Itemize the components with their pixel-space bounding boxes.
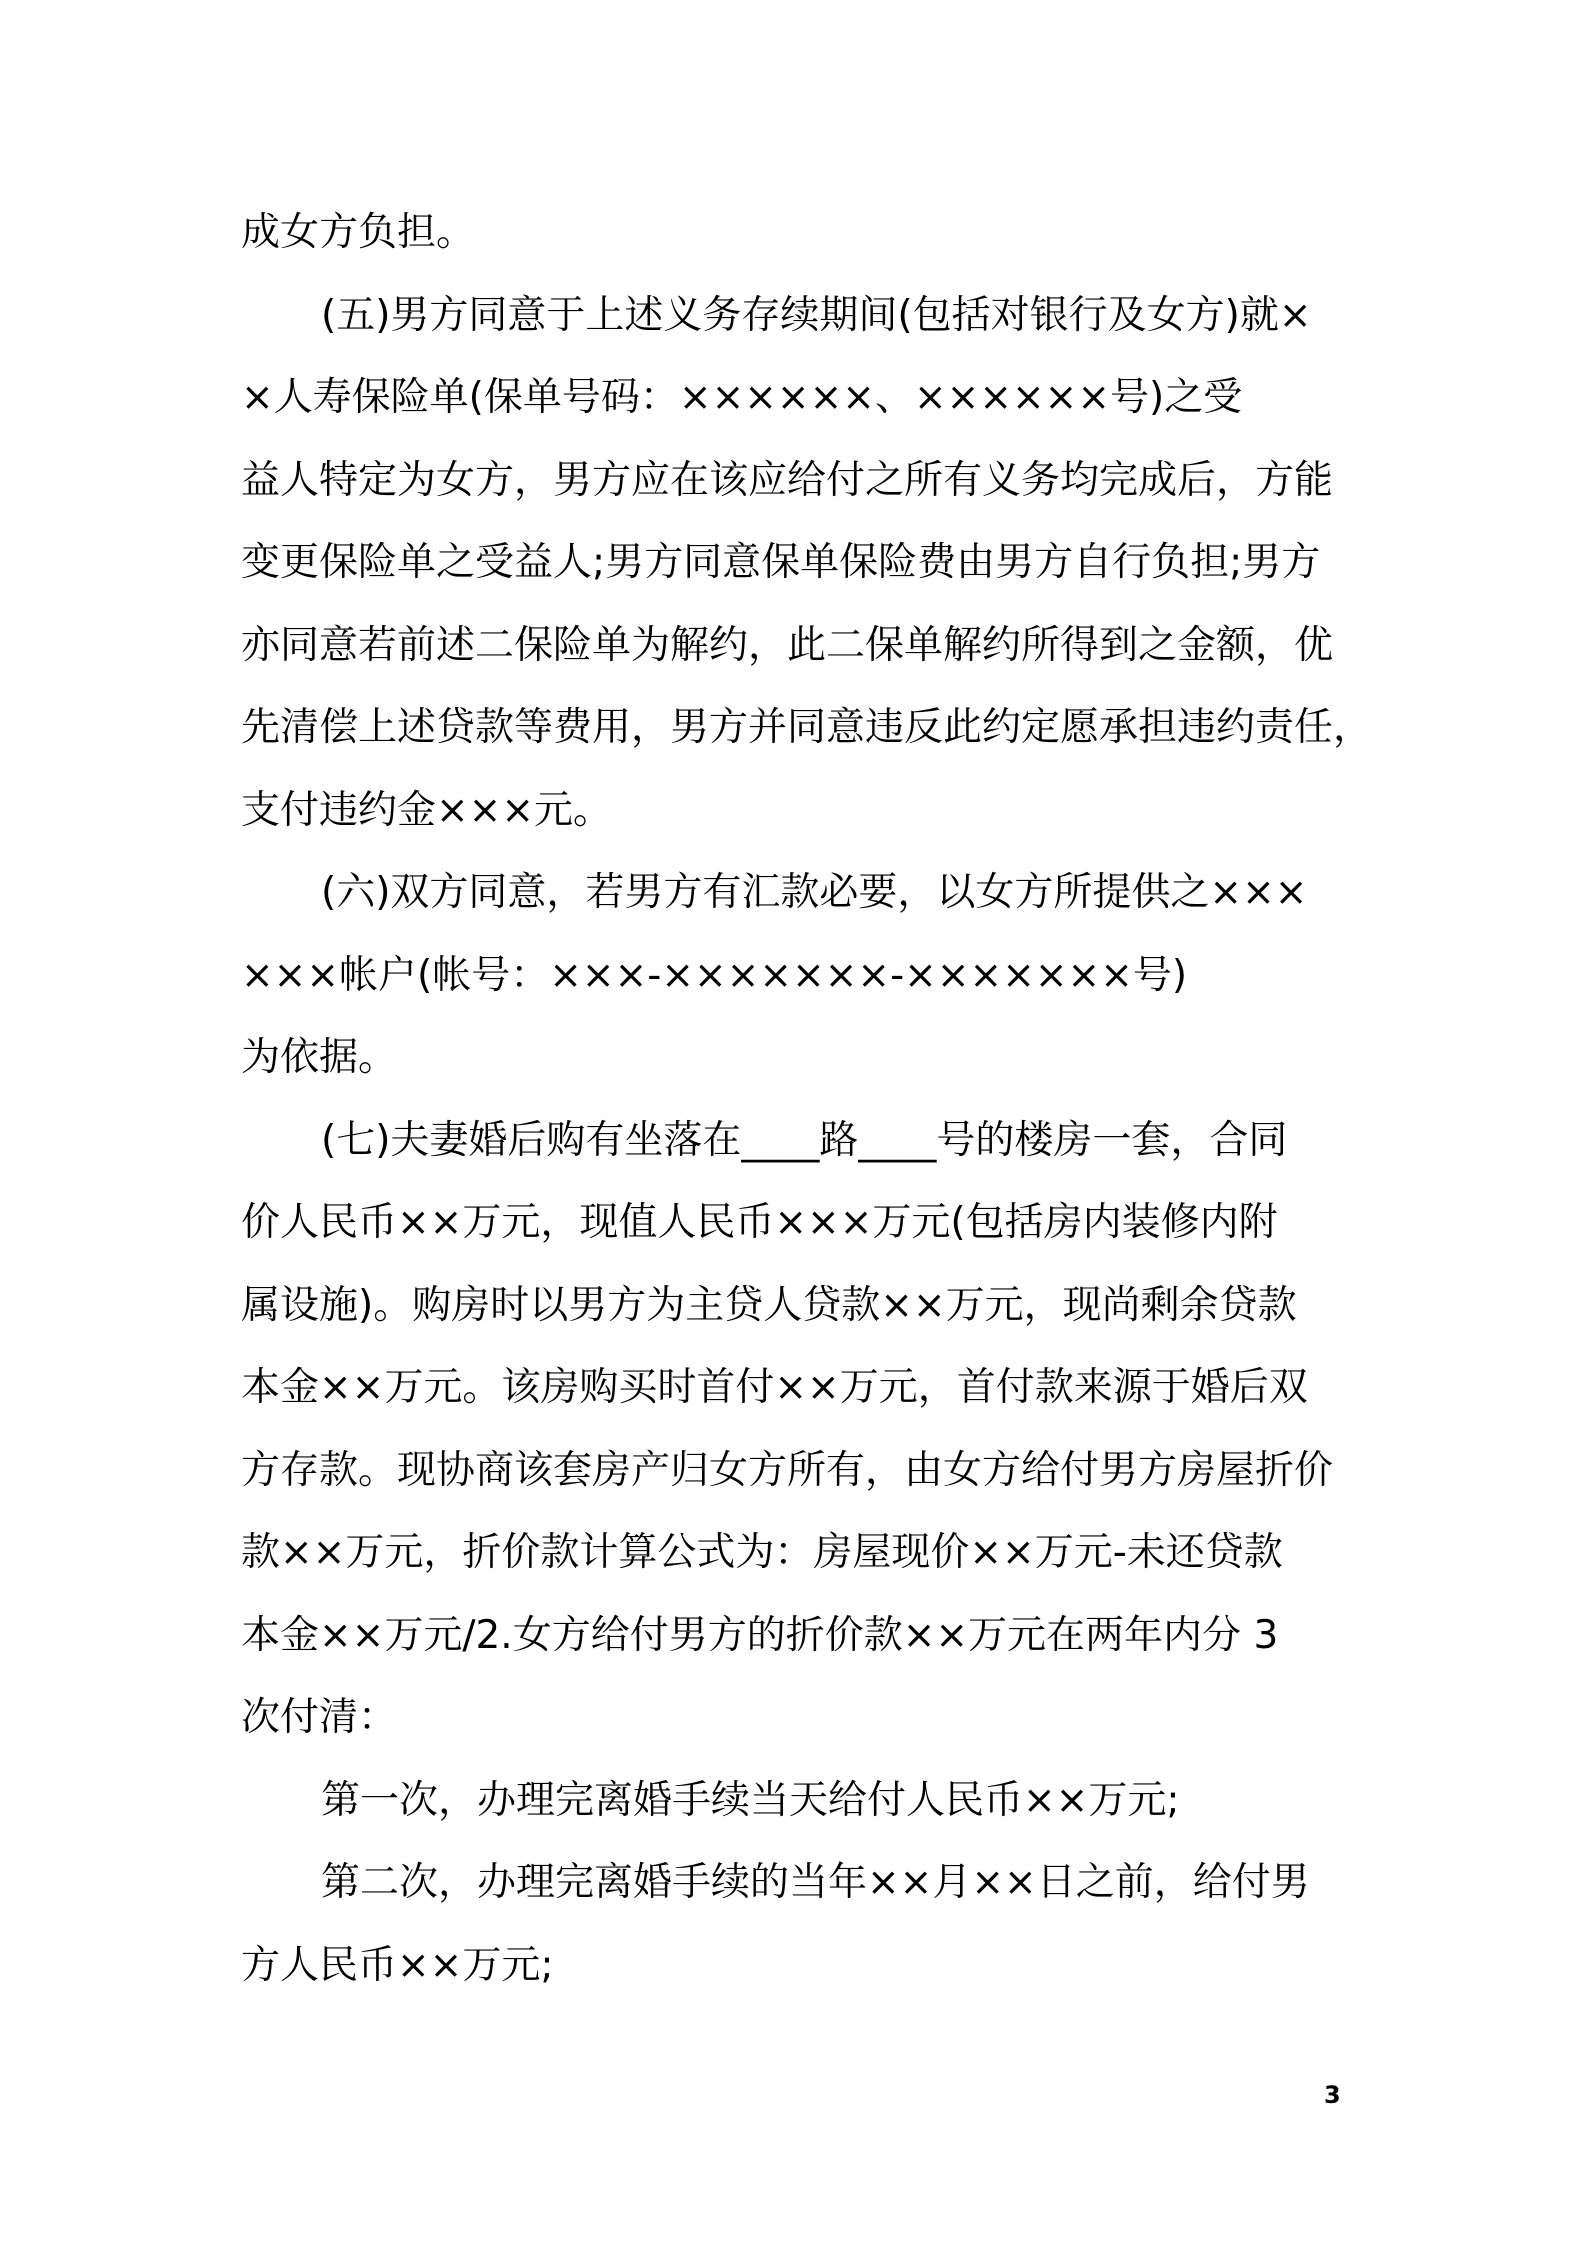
clause-6-line: 为依据。 <box>241 1035 398 1080</box>
clause-7-line: 次付清： <box>241 1695 398 1740</box>
payment-2-line: 第二次，办理完离婚手续的当年××月××日之前，给付男 <box>321 1860 1310 1905</box>
clause-7-line: 属设施)。购房时以男方为主贷人贷款××万元，现尚剩余贷款 <box>241 1282 1297 1328</box>
clause-5-line: ×人寿保险单(保单号码：××××××、××××××号)之受 <box>241 375 1243 420</box>
document-body <box>241 192 1373 2007</box>
clause-5-line: 支付违约金×××元。 <box>241 787 613 833</box>
clause-7-line: (七)夫妻婚后购有坐落在____路____号的楼房一套，合同 <box>321 1117 1288 1163</box>
clause-5-line: 亦同意若前述二保险单为解约，此二保单解约所得到之金额，优 <box>241 622 1334 668</box>
payment-2-line: 方人民币××万元; <box>241 1942 554 1988</box>
clause-5-line: 先清偿上述贷款等费用，男方并同意违反此约定愿承担违约责任， <box>241 705 1373 750</box>
clause-7-line: 本金××万元。该房购买时首付××万元，首付款来源于婚后双 <box>241 1365 1308 1410</box>
text-line: 成女方负担。 <box>241 210 476 255</box>
clause-6-line: ×××帐户(帐号：×××-×××××××-×××××××号) <box>241 952 1188 998</box>
clause-7-line: 本金××万元/2.女方给付男方的折价款××万元在两年内分 3 <box>241 1612 1279 1658</box>
payment-1-line: 第一次，办理完离婚手续当天给付人民币××万元; <box>321 1777 1180 1823</box>
page-number: 3 <box>1324 2081 1341 2109</box>
clause-6-line: (六)双方同意，若男方有汇款必要，以女方所提供之××× <box>321 870 1308 915</box>
clause-7-line: 方存款。现协商该套房产归女方所有，由女方给付男方房屋折价 <box>241 1447 1334 1493</box>
clause-5-line: (五)男方同意于上述义务存续期间(包括对银行及女方)就× <box>321 292 1312 338</box>
clause-5-line: 变更保险单之受益人;男方同意保单保险费由男方自行负担;男方 <box>241 540 1321 585</box>
clause-7-line: 款××万元，折价款计算公式为：房屋现价××万元-未还贷款 <box>241 1530 1283 1575</box>
clause-7-line: 价人民币××万元，现值人民币×××万元(包括房内装修内附 <box>241 1200 1278 1245</box>
clause-5-line: 益人特定为女方，男方应在该应给付之所有义务均完成后，方能 <box>241 457 1334 503</box>
